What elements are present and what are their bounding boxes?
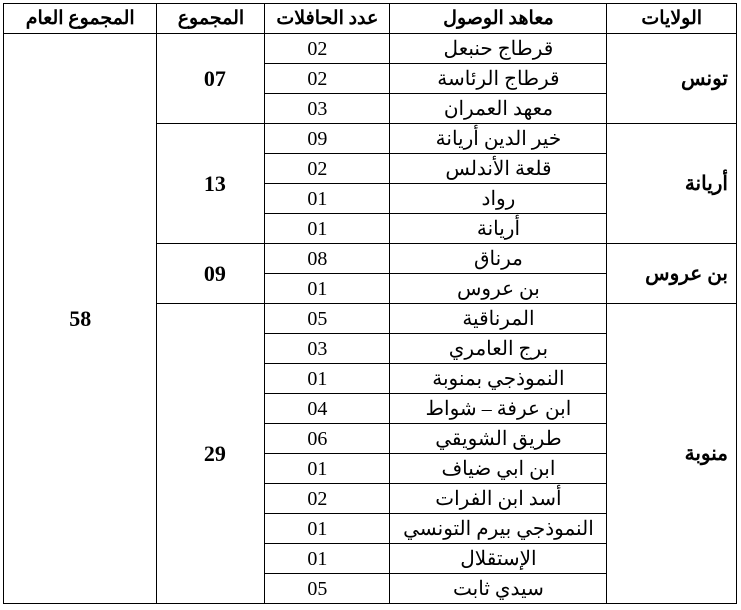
- bus-count-cell: [265, 34, 390, 64]
- bus-count-value: 01: [307, 517, 328, 540]
- header-subtotal: المجموع: [157, 4, 265, 34]
- bus-count-cell: [265, 94, 390, 124]
- institute-cell: معهد العمران: [390, 94, 607, 124]
- bus-count-value: 01: [307, 457, 328, 480]
- bus-count-cell: [265, 214, 390, 244]
- bus-count-value: 03: [307, 97, 328, 120]
- institute-cell: قرطاج حنبعل: [390, 34, 607, 64]
- institute-cell: طريق الشويقي: [390, 424, 607, 454]
- bus-count-cell: [265, 424, 390, 454]
- header-wilaya: الولايات: [607, 4, 737, 34]
- institute-cell: رواد: [390, 184, 607, 214]
- institute-cell: برج العامري: [390, 334, 607, 364]
- bus-count-cell: [265, 184, 390, 214]
- bus-count-cell: [265, 484, 390, 514]
- bus-count-value: 02: [307, 157, 328, 180]
- institute-cell: الإستقلال: [390, 544, 607, 574]
- institute-cell: النموذجي بيرم التونسي: [390, 514, 607, 544]
- bus-count-value: 05: [307, 577, 328, 600]
- bus-count-value: 01: [307, 277, 328, 300]
- bus-count-cell: [265, 394, 390, 424]
- bus-allocation-table: [3, 3, 737, 604]
- header-row: [4, 4, 737, 34]
- bus-count-value: 01: [307, 367, 328, 390]
- institute-cell: ابن عرفة – شواط: [390, 394, 607, 424]
- header-institutes: معاهد الوصول: [390, 4, 607, 34]
- institute-cell: أريانة: [390, 214, 607, 244]
- subtotal-value: 13: [203, 170, 226, 196]
- bus-count-value: 04: [307, 397, 328, 420]
- bus-count-value: 02: [307, 37, 328, 60]
- wilaya-cell: منوبة: [607, 304, 737, 604]
- subtotal-cell: [157, 124, 265, 244]
- bus-count-value: 08: [307, 247, 328, 270]
- subtotal-value: 09: [203, 260, 226, 286]
- bus-count-cell: [265, 304, 390, 334]
- subtotal-cell: [157, 244, 265, 304]
- wilaya-cell: بن عروس: [607, 244, 737, 304]
- table-row: [4, 34, 737, 64]
- bus-count-cell: [265, 274, 390, 304]
- bus-count-value: 02: [307, 487, 328, 510]
- grand-total-cell: 58: [4, 34, 157, 604]
- bus-count-value: 01: [307, 217, 328, 240]
- bus-count-value: 02: [307, 67, 328, 90]
- bus-count-value: 03: [307, 337, 328, 360]
- header-grand-total: المجموع العام: [4, 4, 157, 34]
- institute-cell: خير الدين أريانة: [390, 124, 607, 154]
- institute-cell: مرناق: [390, 244, 607, 274]
- wilaya-cell: أريانة: [607, 124, 737, 244]
- institute-cell: سيدي ثابت: [390, 574, 607, 604]
- bus-count-value: 01: [307, 547, 328, 570]
- bus-count-cell: [265, 574, 390, 604]
- institute-cell: النموذجي بمنوبة: [390, 364, 607, 394]
- bus-count-value: 06: [307, 427, 328, 450]
- bus-count-cell: [265, 124, 390, 154]
- bus-count-value: 05: [307, 307, 328, 330]
- bus-count-cell: [265, 364, 390, 394]
- bus-count-value: 09: [307, 127, 328, 150]
- header-bus-count: عدد الحافلات: [265, 4, 390, 34]
- institute-cell: قلعة الأندلس: [390, 154, 607, 184]
- institute-cell: بن عروس: [390, 274, 607, 304]
- table-body: [4, 34, 737, 604]
- bus-count-cell: [265, 544, 390, 574]
- institute-cell: قرطاج الرئاسة: [390, 64, 607, 94]
- bus-count-cell: [265, 334, 390, 364]
- bus-count-cell: [265, 514, 390, 544]
- bus-count-cell: [265, 244, 390, 274]
- institute-cell: أسد ابن الفرات: [390, 484, 607, 514]
- wilaya-cell: تونس: [607, 34, 737, 124]
- bus-count-value: 01: [307, 187, 328, 210]
- subtotal-cell: [157, 34, 265, 124]
- bus-count-cell: [265, 64, 390, 94]
- institute-cell: المرناقية: [390, 304, 607, 334]
- subtotal-value: 29: [203, 440, 226, 466]
- subtotal-value: 07: [203, 65, 226, 91]
- bus-count-cell: [265, 454, 390, 484]
- institute-cell: ابن ابي ضياف: [390, 454, 607, 484]
- bus-count-cell: [265, 154, 390, 184]
- subtotal-cell: [157, 304, 265, 604]
